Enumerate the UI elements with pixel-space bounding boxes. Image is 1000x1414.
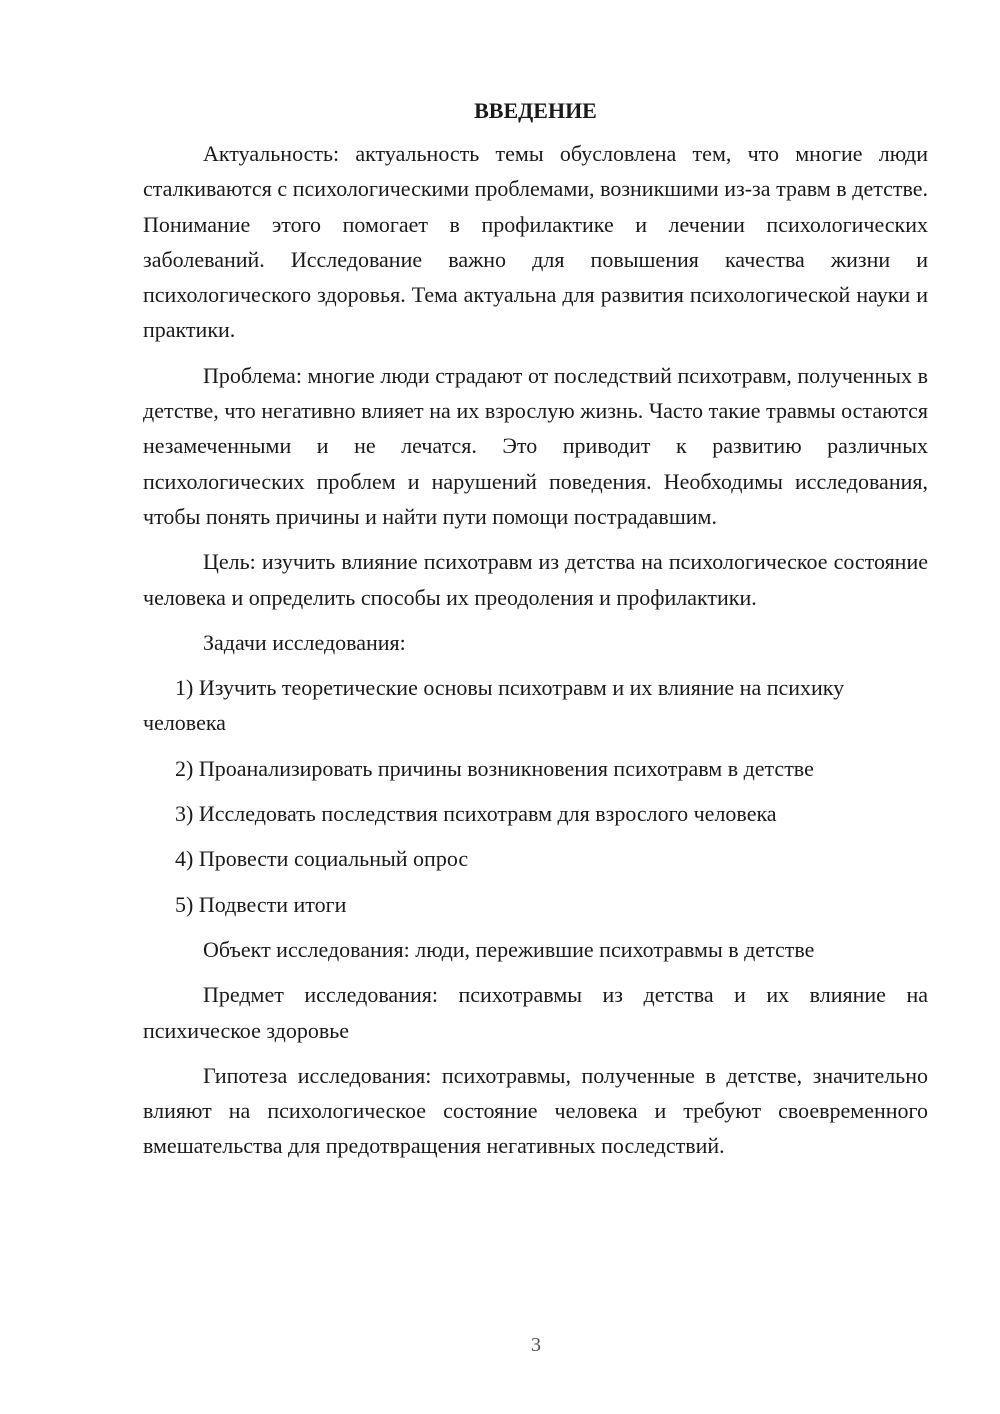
- list-item: 4) Провести социальный опрос: [175, 846, 469, 872]
- paragraph-goal: Цель: изучить влияние психотравм из детства на психологическое состояние человека и определить способы их преодоления и профилактики.: [143, 549, 928, 610]
- paragraph-hypothesis: Гипотеза исследования: психотравмы, полученные в детстве, значительно влияют на психологическое состояние человека и требуют своевременного вмешательства для предотвращения негативных последствий.: [143, 1062, 928, 1159]
- list-item: 2) Проанализировать причины возникновения психотравм в детстве: [175, 755, 814, 781]
- list-item: 1) Изучить теоретические основы психотравм и их влияние на психику человека: [143, 675, 845, 736]
- paragraph-relevance: Актуальность: актуальность темы обусловлена тем, что многие люди сталкиваются с психологическими проблемами, возникшими из-за травм в детстве. Понимание этого помогает в профилактике и лечении психологических заболеваний. Исследование важно для повышения качества жизни и психологического здоровья. Тема актуальна для развития психологической науки и практики.: [143, 141, 928, 343]
- paragraph-problem: Проблема: многие люди страдают от последствий психотравм, полученных в детстве, что негативно влияет на их взрослую жизнь. Часто такие травмы остаются незамеченными и не лечатся. Это приводит к развитию различных психологических проблем и нарушений поведения. Необходимы исследования, чтобы понять причины и найти пути помощи пострадавшим.: [143, 362, 928, 529]
- page-number: 3: [531, 1334, 541, 1356]
- tasks-list: [143, 670, 928, 922]
- paragraph-object: Объект исследования: люди, пережившие психотравмы в детстве: [203, 936, 815, 962]
- page-content: [143, 93, 928, 1174]
- page-title: ВВЕДЕНИЕ: [474, 98, 597, 123]
- list-item: 5) Подвести итоги: [175, 891, 347, 917]
- tasks-heading: Задачи исследования:: [203, 629, 406, 655]
- list-item: 3) Исследовать последствия психотравм для взрослого человека: [175, 801, 777, 827]
- paragraph-subject: Предмет исследования: психотравмы из детства и их влияние на психическое здоровье: [143, 982, 928, 1043]
